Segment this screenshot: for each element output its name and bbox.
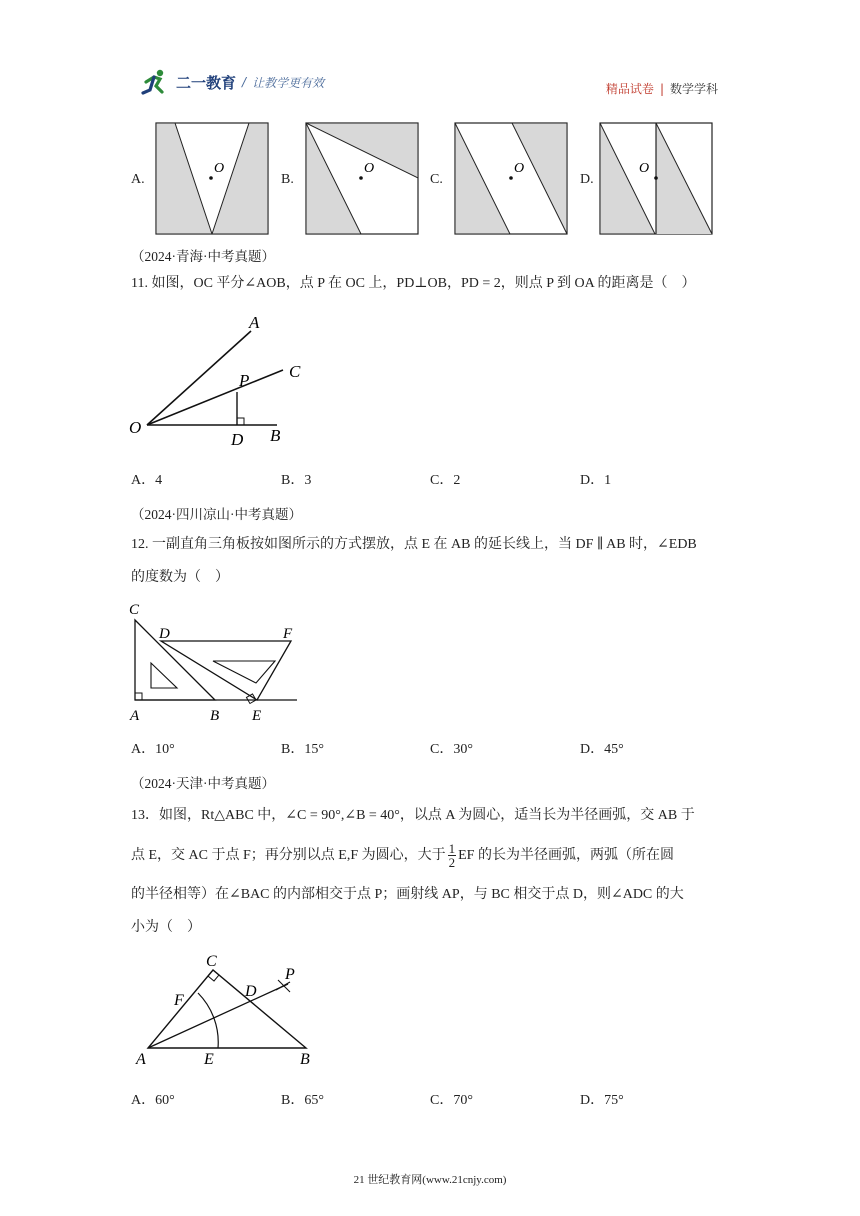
- label-p: P: [285, 966, 295, 983]
- label-c: C: [289, 362, 301, 381]
- label-e: E: [252, 708, 262, 724]
- q10-figure-d: [599, 122, 713, 235]
- label-d: D: [231, 430, 244, 449]
- q13-line1: 13．如图，Rt△ABC 中，∠C = 90°,∠B = 40°，以点 A 为圆心，适当长为半径画弧，交 AB 于: [131, 808, 695, 823]
- label-a: A: [130, 708, 140, 724]
- label-f: F: [283, 626, 293, 642]
- q13-option-b: B．65°: [281, 1093, 324, 1108]
- q13-line2: [131, 842, 751, 869]
- q10-figure-a: [155, 122, 269, 235]
- q11-option-d: D．1: [580, 473, 612, 488]
- q12-source: （2024·四川凉山·中考真题）: [131, 507, 302, 522]
- label-a: A: [136, 1051, 146, 1068]
- label-b: B: [300, 1051, 310, 1068]
- q11-number: 11.: [131, 276, 148, 291]
- label-p: P: [239, 371, 250, 390]
- q12-line1: 12. 一副直角三角板按如图所示的方式摆放，点 E 在 AB 的延长线上，当 DF ∥ AB 时，∠EDB: [131, 537, 697, 552]
- point-label-o: O: [214, 161, 225, 176]
- logo-text: 二一教育: [176, 73, 237, 92]
- q12-option-d: D．45°: [580, 742, 624, 757]
- q11-option-b: B．3: [281, 473, 312, 488]
- q12-option-b: B．15°: [281, 742, 324, 757]
- q11-text: 如图，OC 平分∠AOB，点 P 在 OC 上，PD⊥OB，PD = 2，则点 P 到 OA 的距离是（ ）: [151, 276, 696, 291]
- svg-text:O: O: [639, 161, 650, 176]
- q13-fraction: [448, 842, 457, 869]
- label-a: A: [249, 313, 260, 332]
- label-d: D: [159, 626, 170, 642]
- label-c: C: [129, 602, 140, 618]
- q10-figure-b: [305, 122, 419, 235]
- q13-line4: 小为（ ）: [131, 920, 201, 935]
- label-c: C: [206, 953, 217, 970]
- label-b: B: [270, 426, 281, 445]
- q13-line3: 的半径相等）在∠BAC 的内部相交于点 P；画射线 AP，与 BC 相交于点 D，则∠ADC 的大: [131, 887, 684, 902]
- label-e: E: [204, 1051, 214, 1068]
- q10-figure-c: [454, 122, 568, 235]
- q10-option-a-label: A.: [131, 172, 145, 187]
- header-label: 精品试卷: [605, 82, 654, 96]
- label-b: B: [210, 708, 220, 724]
- q10-option-c-label: C.: [430, 172, 443, 187]
- label-d: D: [245, 983, 257, 1000]
- svg-text:O: O: [514, 161, 525, 176]
- q11-figure: [125, 308, 315, 453]
- header-subject: 数学学科: [669, 82, 718, 96]
- q13-option-d: D．75°: [580, 1093, 624, 1108]
- q13-source: （2024·天津·中考真题）: [131, 776, 275, 791]
- svg-text:O: O: [364, 161, 375, 176]
- q12-option-c: C．30°: [430, 742, 473, 757]
- slogan: 让教学更有效: [252, 75, 325, 90]
- q13-option-c: C．70°: [430, 1093, 473, 1108]
- q11-question: [131, 274, 741, 294]
- q11-option-c: C．2: [430, 473, 461, 488]
- page-footer: 21 世纪教育网(www.21cnjy.com): [353, 1174, 507, 1186]
- q13-line2-a: 点 E，交 AC 于点 F；再分别以点 E,F 为圆心，大于: [131, 847, 446, 863]
- q10-option-d-label: D.: [580, 172, 594, 187]
- slogan-separator: /: [242, 75, 247, 89]
- header-right: 精品试卷 | 数学学科: [605, 82, 718, 96]
- label-o: O: [129, 418, 142, 437]
- fraction-denominator: 2: [448, 855, 456, 870]
- runner-logo-icon: [140, 68, 170, 96]
- q11-option-a: A．4: [131, 473, 163, 488]
- q12-line2: 的度数为（ ）: [131, 570, 229, 585]
- label-f: F: [174, 992, 184, 1009]
- fraction-numerator: 1: [448, 841, 456, 856]
- q11-source: （2024·青海·中考真题）: [131, 249, 275, 264]
- q13-figure: [130, 950, 330, 1075]
- center-point: [209, 176, 213, 180]
- header-logo: [140, 68, 324, 96]
- q12-option-a: A．10°: [131, 742, 175, 757]
- q13-line2-b: EF 的长为半径画弧，两弧（所在圆: [458, 847, 674, 863]
- q10-option-b-label: B.: [281, 172, 294, 187]
- q12-figure: [125, 598, 305, 728]
- q13-option-a: A．60°: [131, 1093, 175, 1108]
